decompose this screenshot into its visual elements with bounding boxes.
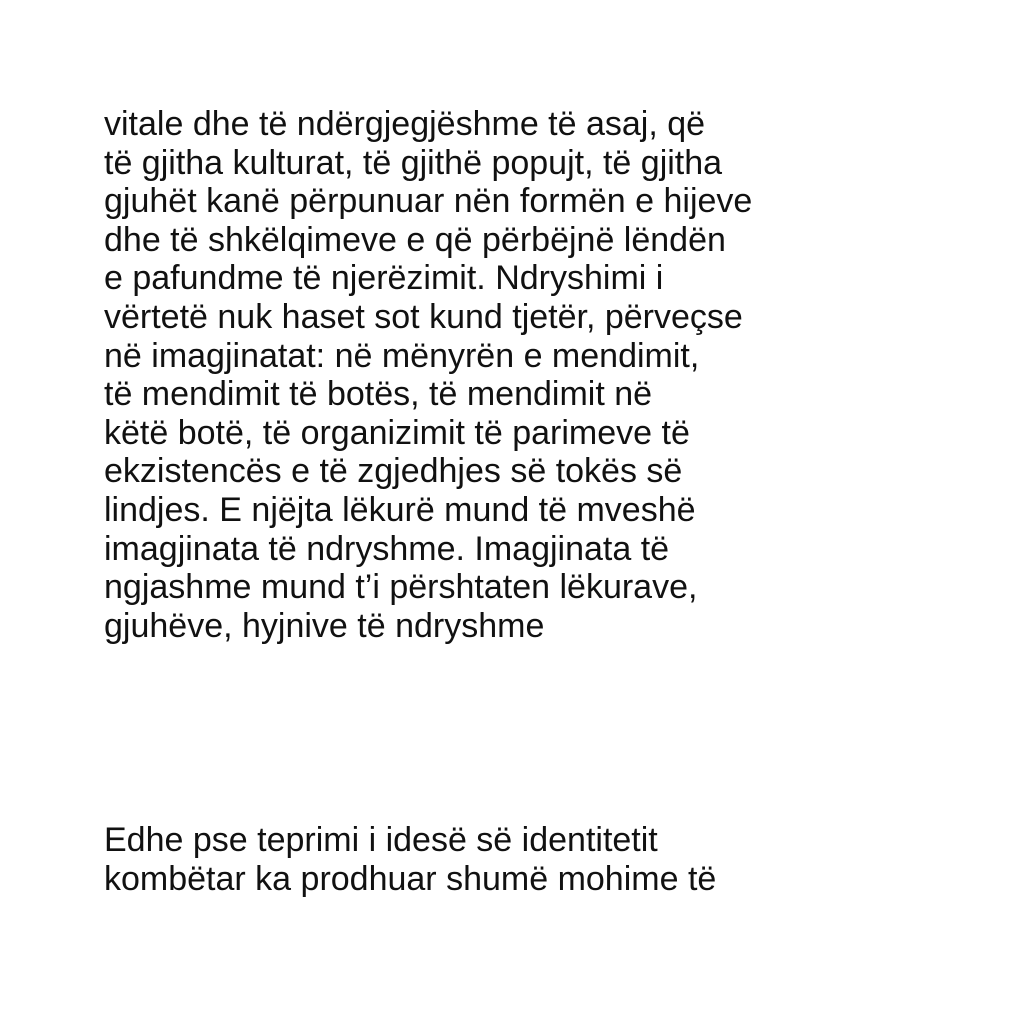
text-line: këtë botë, të organizimit të parimeve të bbox=[104, 413, 690, 452]
text-line: ekzistencës e të zgjedhjes së tokës së bbox=[104, 452, 683, 491]
text-line: gjuhët kanë përpunuar nën formën e hijeve bbox=[104, 182, 753, 221]
text-line: vitale dhe të ndërgjegjëshme të asaj, që bbox=[104, 105, 706, 143]
text-line: në imagjinatat: në mënyrën e mendimit, bbox=[104, 336, 700, 375]
text-line: imagjinata të ndryshme. Imagjinata të bbox=[104, 529, 670, 568]
text-line: vërtetë nuk haset sot kund tjetër, përveçse bbox=[104, 297, 743, 336]
text-line: ngjashme mund t’i përshtaten lëkurave, bbox=[104, 568, 698, 607]
text-line: gjuhëve, hyjnive të ndryshme bbox=[104, 606, 545, 645]
text-line: lindjes. E njëjta lëkurë mund të mveshë bbox=[104, 490, 696, 529]
text-line: dhe të shkëlqimeve e që përbëjnë lëndën bbox=[104, 220, 726, 259]
text-line: të gjitha kulturat, të gjithë popujt, të gjitha bbox=[104, 143, 723, 182]
text-line: kombëtar ka prodhuar shumë mohime të bbox=[104, 859, 717, 898]
text-line: të mendimit të botës, të mendimit në bbox=[104, 375, 653, 414]
text-line: Edhe pse teprimi i idesë së identitetit bbox=[104, 821, 658, 859]
paragraph-1 bbox=[104, 105, 984, 645]
text-line: e pafundme të njerëzimit. Ndryshimi i bbox=[104, 259, 664, 298]
paragraph-2 bbox=[104, 821, 984, 898]
